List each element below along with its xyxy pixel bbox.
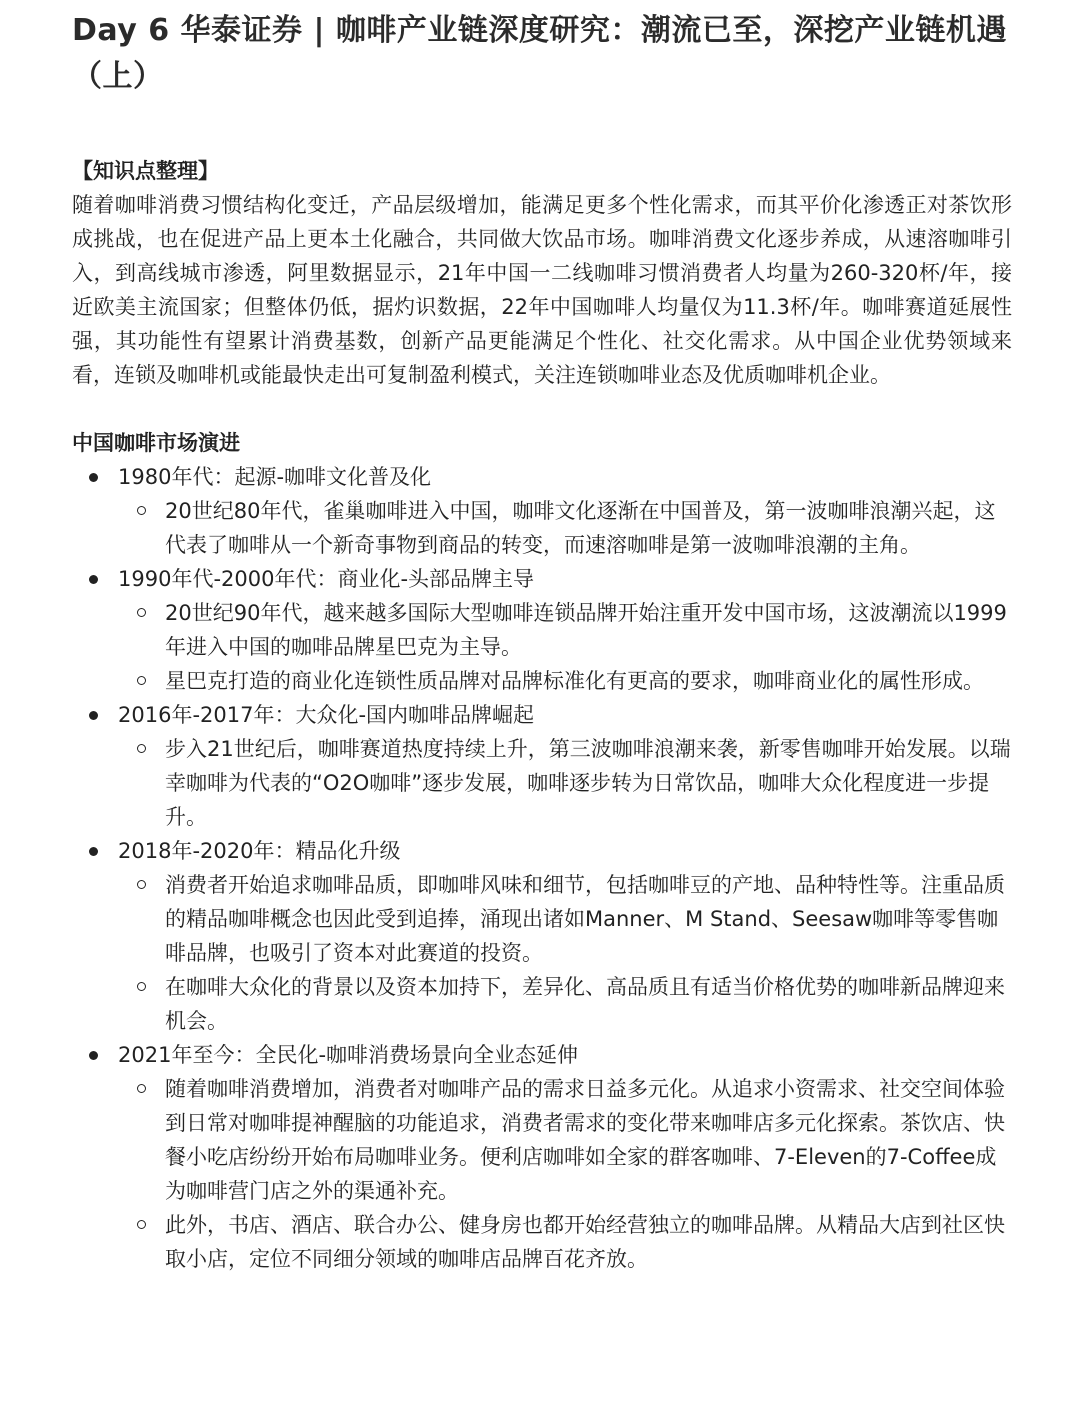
- knowledge-heading: 【知识点整理】: [72, 159, 219, 183]
- era-point: 星巴克打造的商业化连锁性质品牌对品牌标准化有更高的要求，咖啡商业化的属性形成。: [118, 664, 1012, 698]
- era-item: [72, 1038, 1012, 1276]
- era-points: [118, 596, 1012, 698]
- era-label: 2018年-2020年：精品化升级: [118, 834, 1012, 868]
- era-points: [118, 868, 1012, 1038]
- era-label: 2021年至今：全民化-咖啡消费场景向全业态延伸: [118, 1038, 1012, 1072]
- era-item: [72, 698, 1012, 834]
- era-item: [72, 460, 1012, 562]
- era-label: 1980年代：起源-咖啡文化普及化: [118, 460, 1012, 494]
- market-heading: 中国咖啡市场演进: [72, 431, 240, 455]
- era-item: [72, 562, 1012, 698]
- era-points: [118, 732, 1012, 834]
- era-point: 20世纪90年代，越来越多国际大型咖啡连锁品牌开始注重开发中国市场，这波潮流以1999年进入中国的咖啡品牌星巴克为主导。: [118, 596, 1012, 664]
- era-point: 消费者开始追求咖啡品质，即咖啡风味和细节，包括咖啡豆的产地、品种特性等。注重品质的精品咖啡概念也因此受到追捧，涌现出诸如Manner、M Stand、Seesaw咖啡等零售咖啡品牌，也吸引了资本对此赛道的投资。: [118, 868, 1012, 970]
- era-points: [118, 1072, 1012, 1276]
- era-point: 随着咖啡消费增加，消费者对咖啡产品的需求日益多元化。从追求小资需求、社交空间体验到日常对咖啡提神醒脑的功能追求，消费者需求的变化带来咖啡店多元化探索。茶饮店、快餐小吃店纷纷开始布局咖啡业务。便利店咖啡如全家的群客咖啡、7-Eleven的7-Coffee成为咖啡营门店之外的渠通补充。: [118, 1072, 1012, 1208]
- era-list: [72, 460, 1012, 1276]
- era-item: [72, 834, 1012, 1038]
- era-label: 1990年代-2000年代：商业化-头部品牌主导: [118, 562, 1012, 596]
- era-points: [118, 494, 1012, 562]
- document-page: [72, 8, 1012, 1276]
- page-title: Day 6 华泰证券 | 咖啡产业链深度研究：潮流已至，深挖产业链机遇（上）: [72, 13, 1007, 94]
- era-label: 2016年-2017年：大众化-国内咖啡品牌崛起: [118, 698, 1012, 732]
- era-point: 步入21世纪后，咖啡赛道热度持续上升，第三波咖啡浪潮来袭，新零售咖啡开始发展。以瑞幸咖啡为代表的“O2O咖啡”逐步发展，咖啡逐步转为日常饮品，咖啡大众化程度进一步提升。: [118, 732, 1012, 834]
- era-point: 此外，书店、酒店、联合办公、健身房也都开始经营独立的咖啡品牌。从精品大店到社区快取小店，定位不同细分领域的咖啡店品牌百花齐放。: [118, 1208, 1012, 1276]
- knowledge-section: [72, 154, 1012, 392]
- era-point: 20世纪80年代，雀巢咖啡进入中国，咖啡文化逐渐在中国普及，第一波咖啡浪潮兴起，这代表了咖啡从一个新奇事物到商品的转变，而速溶咖啡是第一波咖啡浪潮的主角。: [118, 494, 1012, 562]
- era-point: 在咖啡大众化的背景以及资本加持下，差异化、高品质且有适当价格优势的咖啡新品牌迎来机会。: [118, 970, 1012, 1038]
- knowledge-paragraph: 随着咖啡消费习惯结构化变迁，产品层级增加，能满足更多个性化需求，而其平价化渗透正对茶饮形成挑战，也在促进产品上更本土化融合，共同做大饮品市场。咖啡消费文化逐步养成，从速溶咖啡引入，到高线城市渗透，阿里数据显示，21年中国一二线咖啡习惯消费者人均量为260-320杯/年，接近欧美主流国家；但整体仍低，据灼识数据，22年中国咖啡人均量仅为11.3杯/年。咖啡赛道延展性强，其功能性有望累计消费基数，创新产品更能满足个性化、社交化需求。从中国企业优势领域来看，连锁及咖啡机或能最快走出可复制盈利模式，关注连锁咖啡业态及优质咖啡机企业。: [72, 193, 1012, 387]
- market-section: [72, 426, 1012, 1276]
